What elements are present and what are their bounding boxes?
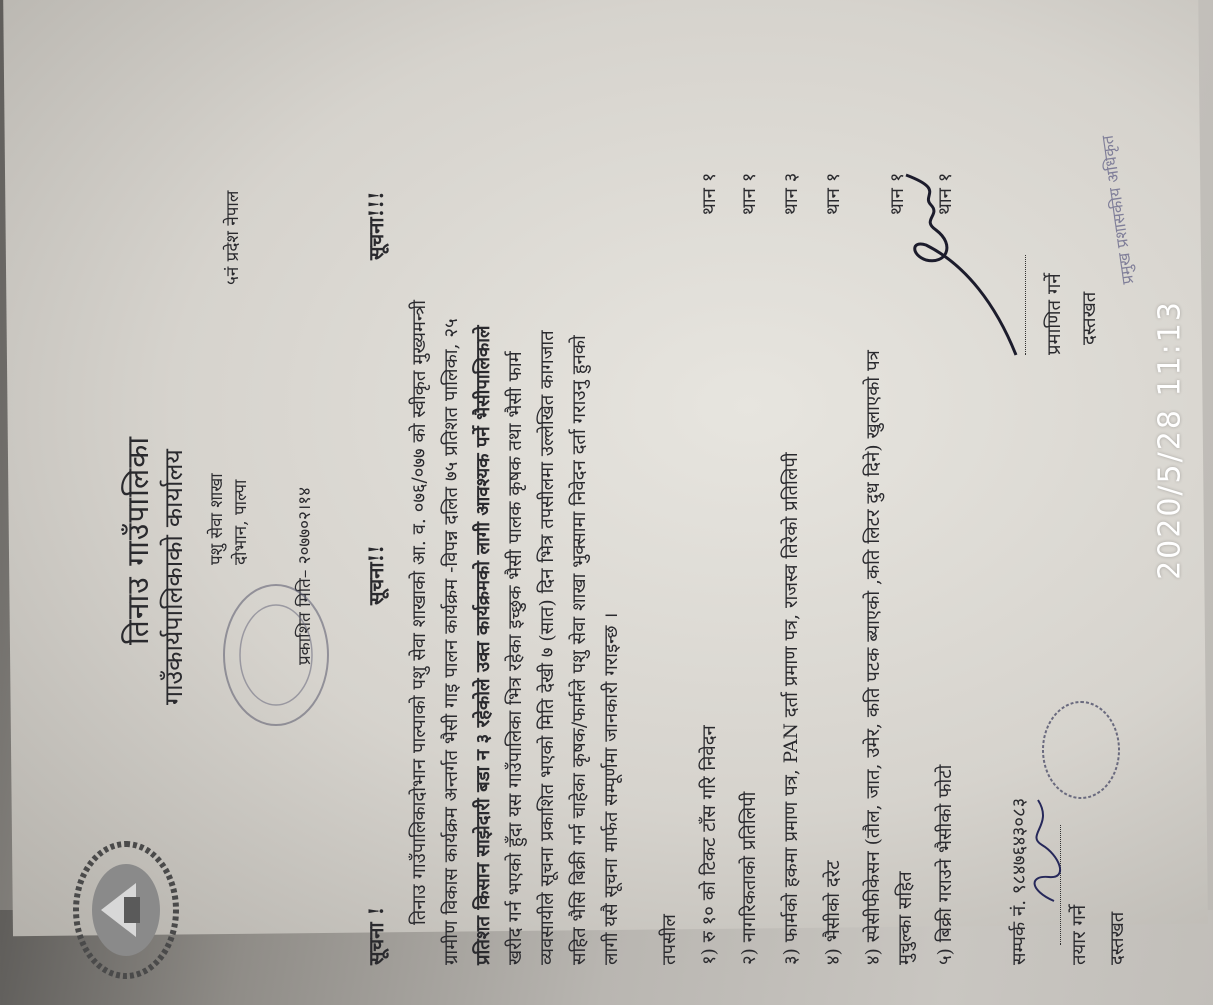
notice-line: ग्रामीण विकास कार्यक्रम अन्तर्गत भैसी गाइ पालन कार्यक्रम -विपन्न दलित ७५ प्रतिशत पालिका, २५ — [441, 318, 462, 965]
notice-line: सहित भैसि बिक्री गर्न चाहेका कृषक/फार्मले पशु सेवा शाखा भुक्सामा निवेदन दर्ता गराउनु हुनको — [569, 335, 590, 965]
handwritten-signature-left — [1024, 795, 1064, 905]
notice-heading-right: सूचना!!! — [364, 191, 388, 260]
notice-line: व्यवसायीले सूचना प्रकाशित भएको मिति देखी ७ (सात) दिन भित्र तपसीलमा उल्लेखित कागजात — [537, 330, 558, 965]
notice-heading-center: सूचना!! — [364, 544, 388, 605]
list-item: ४) भैसीको दरेट — [823, 860, 844, 965]
approved-by-label: प्रमाणित गर्ने — [1044, 273, 1065, 355]
signature-label-right: दस्तखत — [1079, 291, 1100, 345]
round-stamp-left-icon — [1036, 695, 1126, 805]
list-item: ४) स्पेसीफीकेसन (तौल, जात, उमेर, कति पटक ब्याएको ,कति लिटर दुध दिने) खुलाएको पत्र — [863, 350, 884, 965]
municipality-name: तिनाउ गाउँपालिका — [121, 435, 156, 645]
province-label: ५नं प्रदेश नेपाल — [223, 190, 243, 285]
contact-number: सम्पर्क नं. ९८४७६४३०८३ — [1009, 797, 1030, 965]
signature-label-left: दस्तखत — [1107, 911, 1128, 965]
list-item: ३) फार्मको हकमा प्रमाण पत्र, PAN दर्ता प्रमाण पत्र, राजस्व तिरेको प्रतिलिपी — [781, 452, 802, 965]
section-name: पशु सेवा शाखा — [207, 473, 227, 565]
list-item-count: थान १ — [887, 172, 908, 215]
signature-line-right — [1011, 255, 1030, 355]
published-date: प्रकाशित मिति– २०७७०२।१४ — [295, 487, 315, 665]
notice-line: प्रतिशत किसान साझेदारी बडा न ३ रहेकोले उक्त कार्यक्रमको लागी आवश्यक पर्ने भैसीपालिकाले — [473, 325, 494, 965]
list-item: मुचुल्का सहित — [895, 871, 916, 965]
list-item-count: थान १ — [699, 172, 720, 215]
rotated-notice-document — [56, 115, 1156, 1005]
list-item-count: थान १ — [935, 172, 956, 215]
office-address: दोभान, पाल्पा — [231, 479, 251, 565]
notice-line: लागी यसै सूचना मार्फत सम्पूर्णमा जानकारी गराइन्छ । — [601, 612, 622, 965]
photo-timestamp: 2020/5/28 11:13 — [1152, 300, 1188, 580]
office-seal-icon — [206, 525, 356, 765]
notice-line: तिनाउ गाउँपालिकादोभान पाल्पाको पशु सेवा शाखाको आ. व. ०७६/०७७ को स्वीकृत मुख्यमन्त्री — [409, 299, 430, 925]
list-item-count: थान ३ — [781, 172, 802, 215]
nepal-emblem-icon — [66, 835, 186, 985]
notice-body — [404, 145, 628, 965]
prepared-by-label: तयार गर्ने — [1069, 904, 1090, 965]
list-item: २) नागरिकताको प्रतिलिपी — [739, 791, 760, 965]
handwritten-signature-right — [886, 165, 1026, 365]
notice-line: खरीद गर्न भएको हुँदा यस गाउँपालिका भित्र रहेका इच्छुक भैसी पालक कृषक तथा भैसी फार्म — [505, 351, 526, 965]
list-item: ५) बिक्री गराउने भैसीको फोटो — [935, 764, 956, 965]
notice-heading-left: सूचना ! — [364, 906, 388, 965]
list-item-count: थान १ — [823, 172, 844, 215]
list-item-count: थान १ — [739, 172, 760, 215]
office-name: गाउँकार्यपालिकाको कार्यालय — [159, 449, 188, 705]
official-stamp-text: प्रमुख प्रशासकीय अधिकृत — [1097, 134, 1138, 286]
list-item: १) रु १० को टिकट टाँस गरि निवेदन — [699, 725, 720, 965]
tapsil-heading: तपसील — [659, 914, 680, 965]
